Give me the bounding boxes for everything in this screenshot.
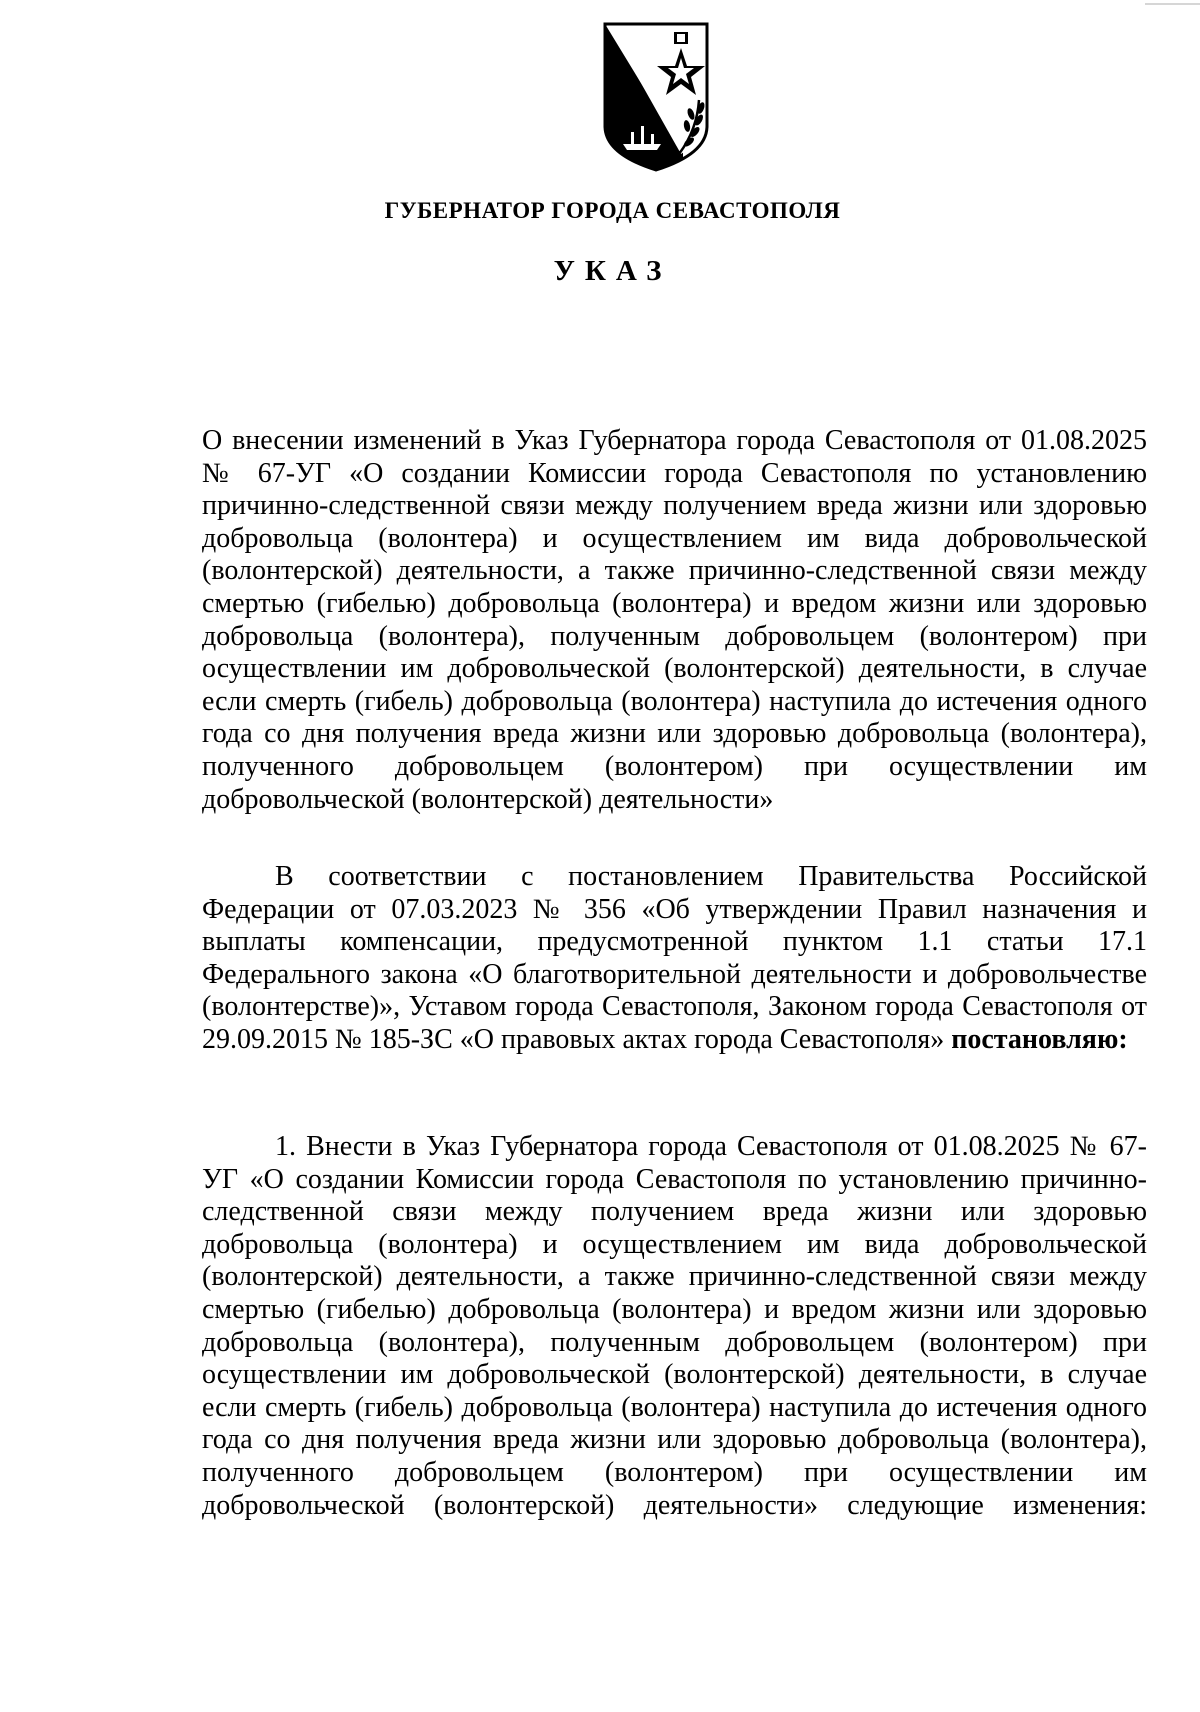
issuing-authority: ГУБЕРНАТОР ГОРОДА СЕВАСТОПОЛЯ: [384, 198, 841, 223]
decree-subject: О внесении изменений в Указ Губернатора города Севастополя от 01.08.2025 № 67-УГ «О создании Комиссии города Севастополя по установлению причинно-следственной связи между получением вреда жизни или здоровью добровольца (волонтера) и осуществлением им вида добровольческой (волонтерской) деятельности, а также причинно-следственной связи между смертью (гибелью) добровольца (волонтера) и вредом жизни или здоровью добровольца (волонтера), полученным добровольцем (волонтером) при осуществлении им добровольческой (волонтерской) деятельности, в случае если смерть (гибель) добровольца (волонтера) наступила до истечения одного года со дня получения вреда жизни или здоровью добровольца (волонтера), полученного добровольцем (волонтером) при осуществлении им добровольческой (волонтерской) деятельности»: [202, 425, 1147, 815]
coat-of-arms-icon: [601, 22, 711, 172]
document-type-title: УКАЗ: [553, 255, 672, 287]
scan-artifact-line: [1145, 3, 1200, 5]
preamble-text: В соответствии с постановлением Правительства Российской Федерации от 07.03.2023 № 356 «Об утверждении Правил назначения и выплаты компенсации, предусмотренной пунктом 1.1 статьи 17.1 Федерального закона «О благотворительной деятельности и добровольчестве (волонтерстве)», Уставом города Севастополя, Законом города Севастополя от 29.09.2015 № 185-ЗС «О правовых актах города Севастополя»: [202, 861, 1147, 1055]
decree-item-1: 1. Внести в Указ Губернатора города Севастополя от 01.08.2025 № 67-УГ «О создании Комиссии города Севастополя по установлению причинно-следственной связи между получением вреда жизни или здоровью добровольца (волонтера) и осуществлением им вида добровольческой (волонтерской) деятельности, а также причинно-следственной связи между смертью (гибелью) добровольца (волонтера) и вредом жизни или здоровью добровольца (волонтера), полученным добровольцем (волонтером) при осуществлении им добровольческой (волонтерской) деятельности, в случае если смерть (гибель) добровольца (волонтера) наступила до истечения одного года со дня получения вреда жизни или здоровью добровольца (волонтера), полученного добровольцем (волонтером) при осуществлении им добровольческой (волонтерской) деятельности» следующие изменения:: [202, 1131, 1147, 1521]
decree-preamble: [202, 861, 1147, 1057]
preamble-resolve: постановляю:: [951, 1023, 1128, 1055]
